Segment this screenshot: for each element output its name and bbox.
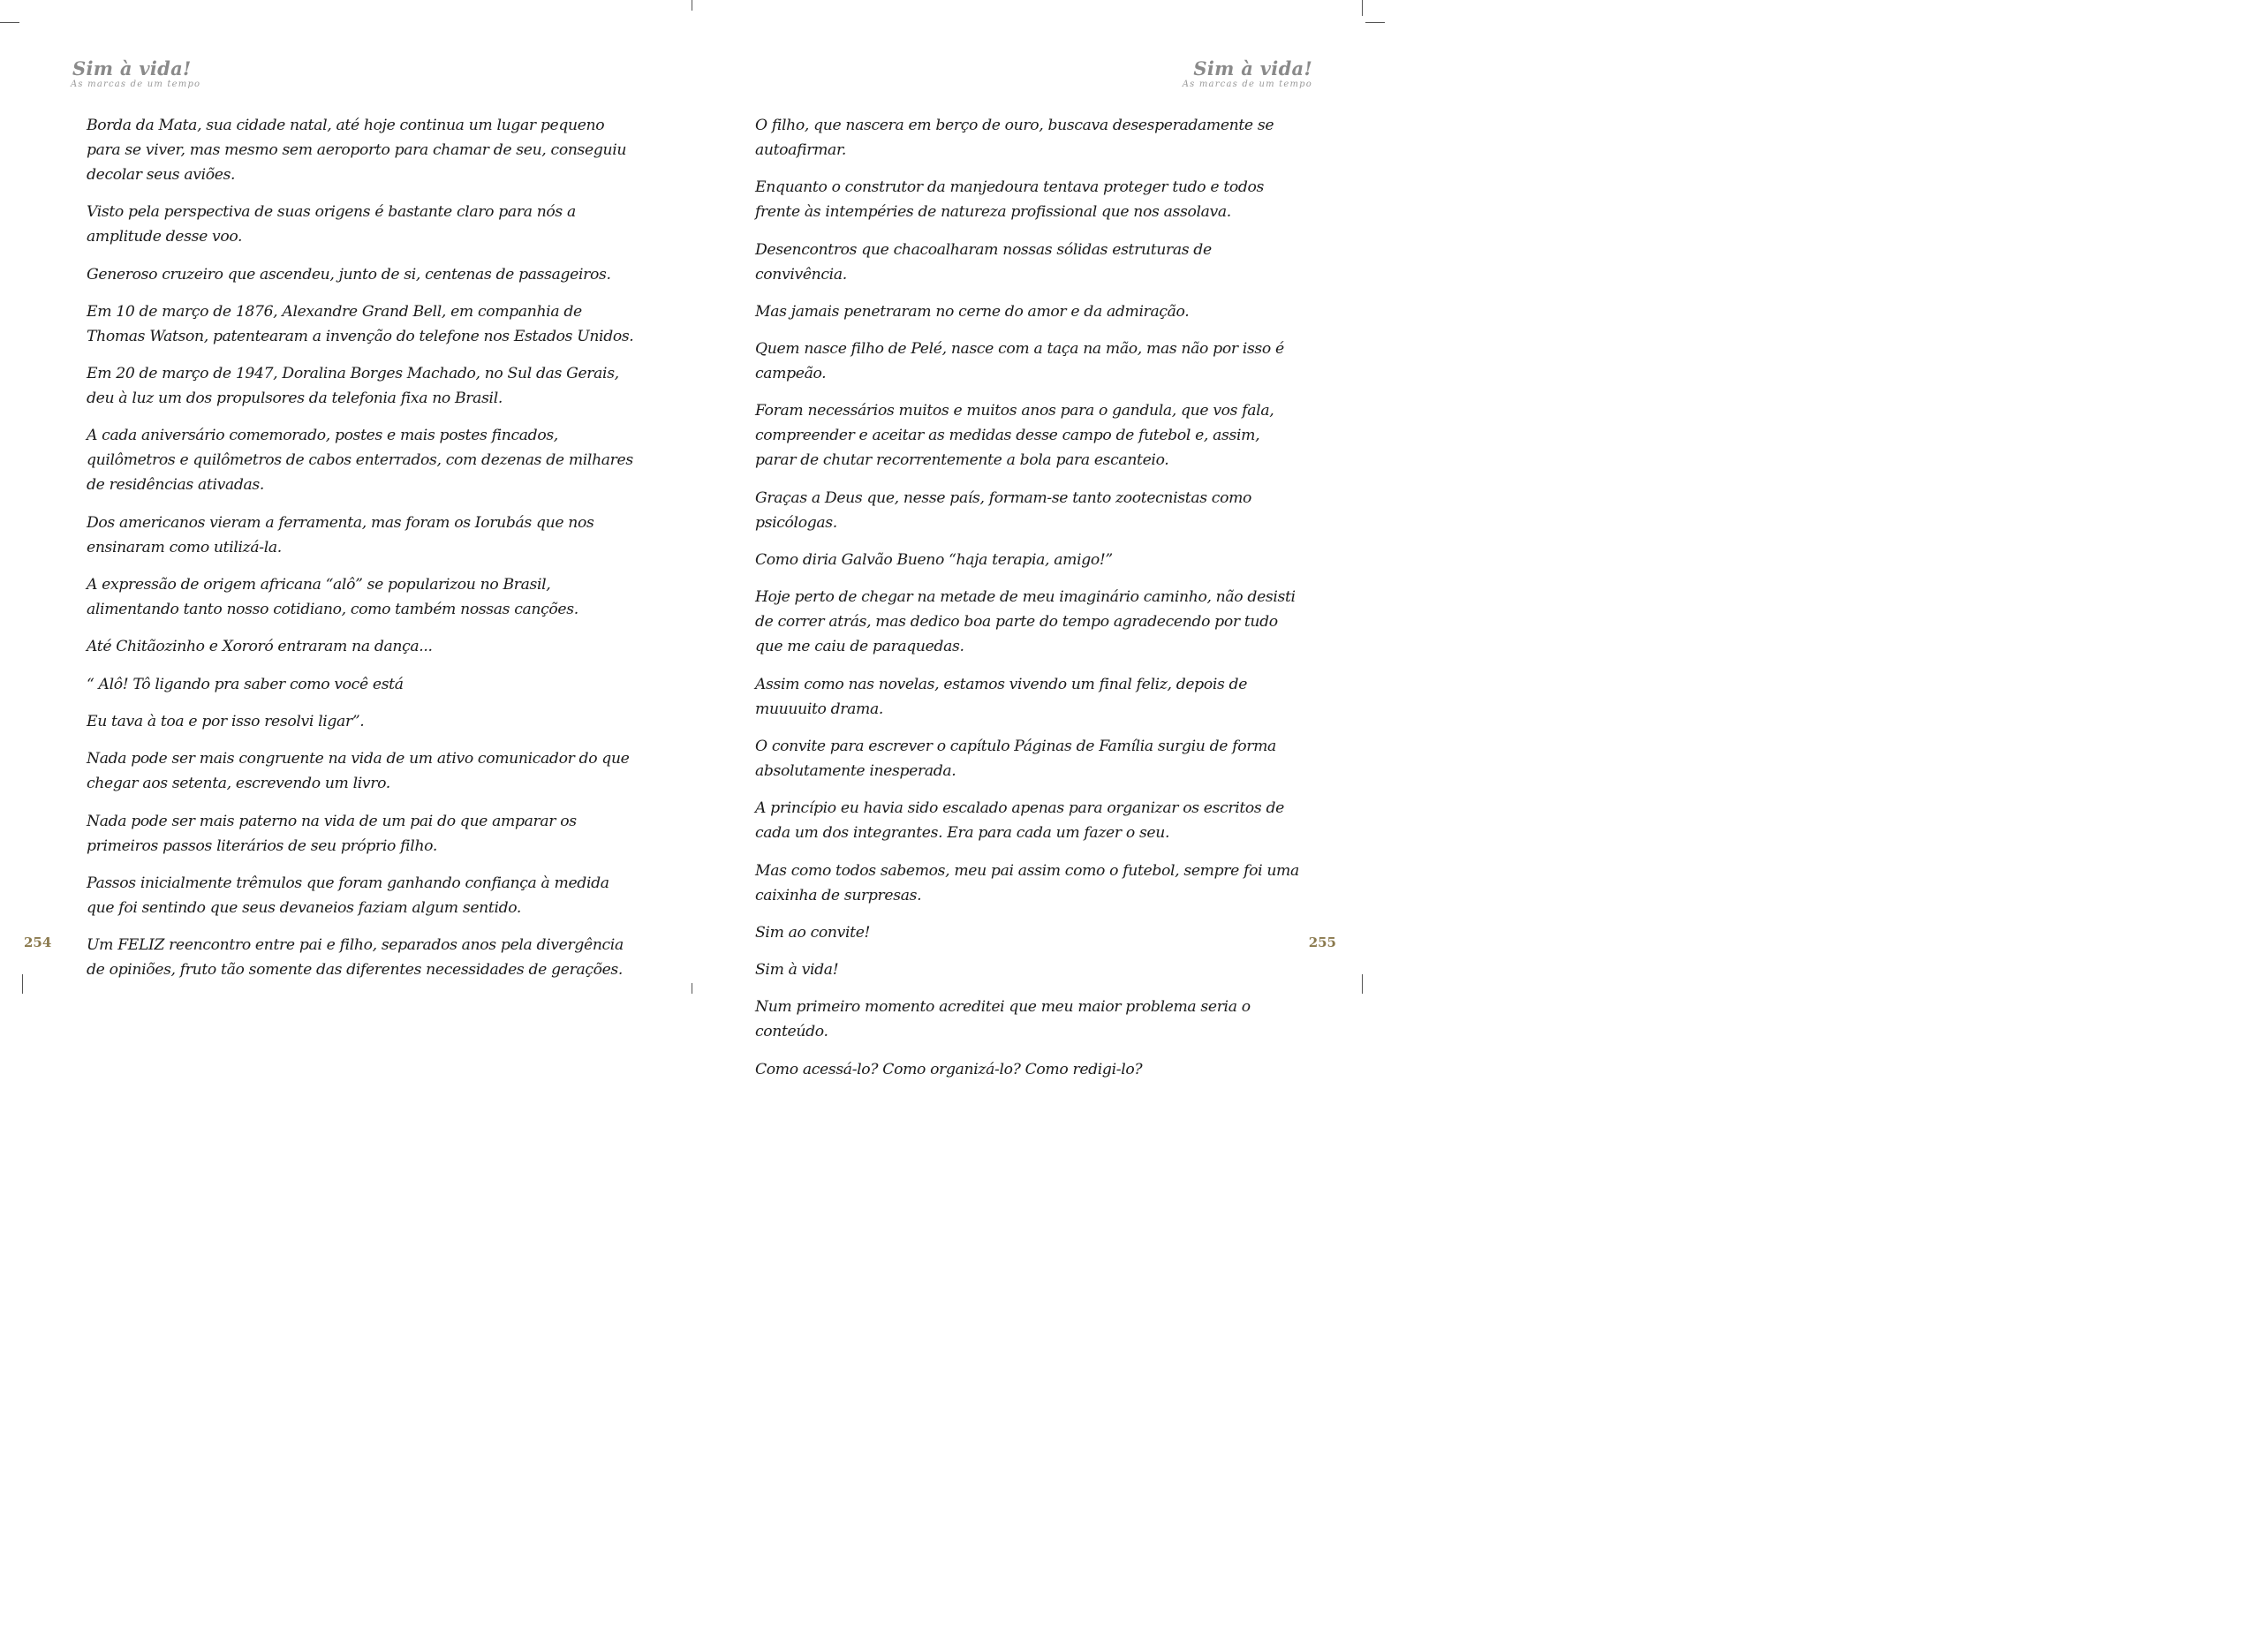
paragraph: Nada pode ser mais paterno na vida de um pai do que amparar os primeiros passos literários de seu próprio filho. xyxy=(87,812,577,855)
header-title: Sim à vida! xyxy=(72,57,192,79)
paragraph: Desencontros que chacoalharam nossas sólidas estruturas de convivência. xyxy=(755,240,1212,284)
paragraph: Foram necessários muitos e muitos anos para o gandula, que vos fala, compreender e aceitar as medidas desse campo de futebol e, assim, parar de chutar recorrentemente a bola para escanteio. xyxy=(755,402,1274,470)
paragraph: Generoso cruzeiro que ascendeu, junto de si, centenas de passageiros. xyxy=(87,265,611,284)
paragraph: Passos inicialmente trêmulos que foram ganhando confiança à medida que foi sentindo que seus devaneios faziam algum sentido. xyxy=(87,874,609,917)
paragraph: Eu tava à toa e por isso resolvi ligar”. xyxy=(87,712,365,730)
paragraph: Num primeiro momento acreditei que meu maior problema seria o conteúdo. xyxy=(755,998,1251,1041)
paragraph: Borda da Mata, sua cidade natal, até hoje continua um lugar pequeno para se viver, mas mesmo sem aeroporto para chamar de seu, conseguiu decolar seus aviões. xyxy=(87,117,627,184)
paragraph: “ Alô! Tô ligando pra saber como você está xyxy=(87,675,404,693)
header-subtitle: As marcas de um tempo xyxy=(71,79,201,89)
paragraph: Mas como todos sabemos, meu pai assim como o futebol, sempre foi uma caixinha de surpresas. xyxy=(755,861,1299,904)
paragraph: Mas jamais penetraram no cerne do amor e da admiração. xyxy=(755,302,1190,321)
paragraph: Enquanto o construtor da manjedoura tentava proteger tudo e todos frente às intempéries de natureza profissional que nos assolava. xyxy=(755,178,1265,222)
right-page xyxy=(692,0,1385,1078)
page-number: 254 xyxy=(24,935,52,950)
paragraph: O filho, que nascera em berço de ouro, buscava desesperadamente se autoafirmar. xyxy=(755,117,1274,159)
paragraph: Assim como nas novelas, estamos vivendo um final feliz, depois de muuuuito drama. xyxy=(755,675,1248,718)
paragraph: Nada pode ser mais congruente na vida de um ativo comunicador do que chegar aos setenta, escrevendo um livro. xyxy=(87,750,630,793)
left-page xyxy=(0,0,692,994)
paragraph: Sim à vida! xyxy=(755,961,839,980)
running-header xyxy=(1183,58,1312,90)
paragraph: Graças a Deus que, nesse país, formam-se tanto zootecnistas como psicólogas. xyxy=(755,488,1252,532)
paragraph: Quem nasce filho de Pelé, nasce com a taça na mão, mas não por isso é campeão. xyxy=(755,340,1284,383)
paragraph: Em 20 de março de 1947, Doralina Borges Machado, no Sul das Gerais, deu à luz um dos propulsores da telefonia fixa no Brasil. xyxy=(87,365,619,408)
page-number: 255 xyxy=(1308,935,1336,950)
paragraph: Como acessá-lo? Como organizá-lo? Como redigi-lo? xyxy=(755,1060,1143,1078)
paragraph: Visto pela perspectiva de suas origens é bastante claro para nós a amplitude desse voo. xyxy=(87,203,576,246)
body-text xyxy=(87,113,636,995)
paragraph: Em 10 de março de 1876, Alexandre Grand Bell, em companhia de Thomas Watson, patentearam a invenção do telefone nos Estados Unidos. xyxy=(87,302,634,345)
paragraph: O convite para escrever o capítulo Páginas de Família surgiu de forma absolutamente inesperada. xyxy=(755,737,1276,780)
book-spread xyxy=(0,0,1385,1078)
paragraph: Dos americanos vieram a ferramenta, mas foram os Iorubás que nos ensinaram como utilizá-la. xyxy=(87,513,594,556)
paragraph: Até Chitãozinho e Xororó entraram na dança... xyxy=(87,638,433,656)
paragraph: A cada aniversário comemorado, postes e mais postes fincados, quilômetros e quilômetros de cabos enterrados, com dezenas de milhares de residências ativadas. xyxy=(87,427,633,495)
paragraph: Sim ao convite! xyxy=(755,923,871,942)
paragraph: A princípio eu havia sido escalado apenas para organizar os escritos de cada um dos integrantes. Era para cada um fazer o seu. xyxy=(755,799,1284,843)
running-header xyxy=(72,58,200,90)
paragraph: Hoje perto de chegar na metade de meu imaginário caminho, não desisti de correr atrás, mas dedico boa parte do tempo agradecendo por tudo que me caiu de paraquedas. xyxy=(755,588,1296,656)
paragraph: Um FELIZ reencontro entre pai e filho, separados anos pela divergência de opiniões, fruto tão somente das diferentes necessidades de gerações. xyxy=(87,936,624,980)
header-subtitle: As marcas de um tempo xyxy=(1182,79,1312,89)
header-title: Sim à vida! xyxy=(1193,57,1312,79)
paragraph: A expressão de origem africana “alô” se popularizou no Brasil, alimentando tanto nosso cotidiano, como também nossas canções. xyxy=(87,576,578,619)
body-text xyxy=(755,113,1304,1094)
paragraph: Como diria Galvão Bueno “haja terapia, amigo!” xyxy=(755,551,1113,570)
